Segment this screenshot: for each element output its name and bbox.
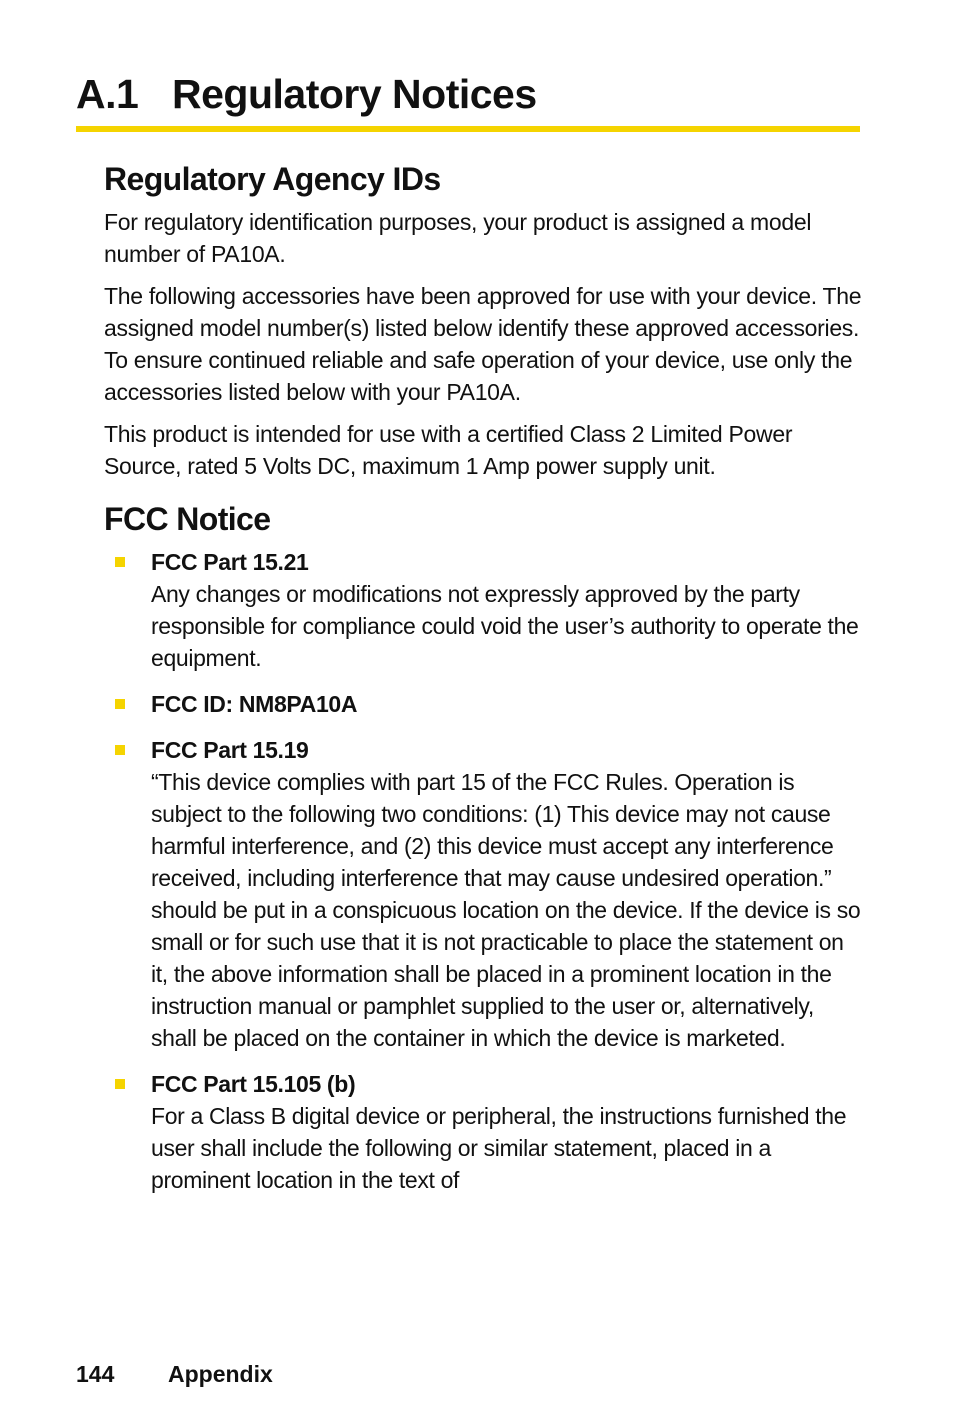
chapter-title — [76, 66, 537, 122]
list-item — [104, 546, 864, 674]
notice-body: Any changes or modifications not expressly approved by the party responsible for compliance could void the user’s authority to operate the equipment. — [151, 581, 859, 671]
notice-title: FCC Part 15.19 — [151, 737, 309, 763]
page-number: 144 — [76, 1361, 115, 1387]
chapter-number: A.1 — [76, 71, 139, 117]
title-underline-rule — [76, 126, 860, 132]
page-content — [104, 152, 864, 1210]
list-item — [104, 688, 864, 720]
chapter-title-text: Regulatory Notices — [172, 71, 537, 117]
agency-paragraph: The following accessories have been approved for use with your device. The assigned model number(s) listed below identify these approved accessories. To ensure continued reliable and safe operation of your device, use only the accessories listed below with your PA10A. — [104, 283, 862, 405]
page-footer — [76, 1358, 273, 1390]
square-bullet-icon — [115, 745, 125, 755]
agency-paragraph: For regulatory identification purposes, your product is assigned a model number of PA10A. — [104, 209, 812, 267]
list-item — [104, 734, 864, 1054]
fcc-notice-list — [104, 546, 864, 1196]
agency-paragraph: This product is intended for use with a certified Class 2 Limited Power Source, rated 5 Volts DC, maximum 1 Amp power supply unit. — [104, 421, 793, 479]
fcc-heading: FCC Notice — [104, 501, 271, 537]
notice-body: For a Class B digital device or peripheral, the instructions furnished the user shall include the following or similar statement, placed in a prominent location in the text of — [151, 1103, 847, 1193]
square-bullet-icon — [115, 1079, 125, 1089]
notice-title: FCC ID: NM8PA10A — [151, 691, 358, 717]
notice-title: FCC Part 15.21 — [151, 549, 309, 575]
agency-heading: Regulatory Agency IDs — [104, 161, 441, 197]
footer-section-label: Appendix — [168, 1361, 273, 1387]
list-item — [104, 1068, 864, 1196]
notice-body: “This device complies with part 15 of the FCC Rules. Operation is subject to the following two conditions: (1) This device may not cause harmful interference, and (2) this device must accept any interference received, including interference that may cause undesired operation.” should be put in a conspicuous location on the device. If the device is so small or for such use that it is not practicable to place the statement on it, the above information shall be placed in a prominent location in the instruction manual or pamphlet supplied to the user or, alternatively, shall be placed on the container in which the device is marketed. — [151, 769, 861, 1051]
square-bullet-icon — [115, 699, 125, 709]
square-bullet-icon — [115, 557, 125, 567]
notice-title: FCC Part 15.105 (b) — [151, 1071, 356, 1097]
